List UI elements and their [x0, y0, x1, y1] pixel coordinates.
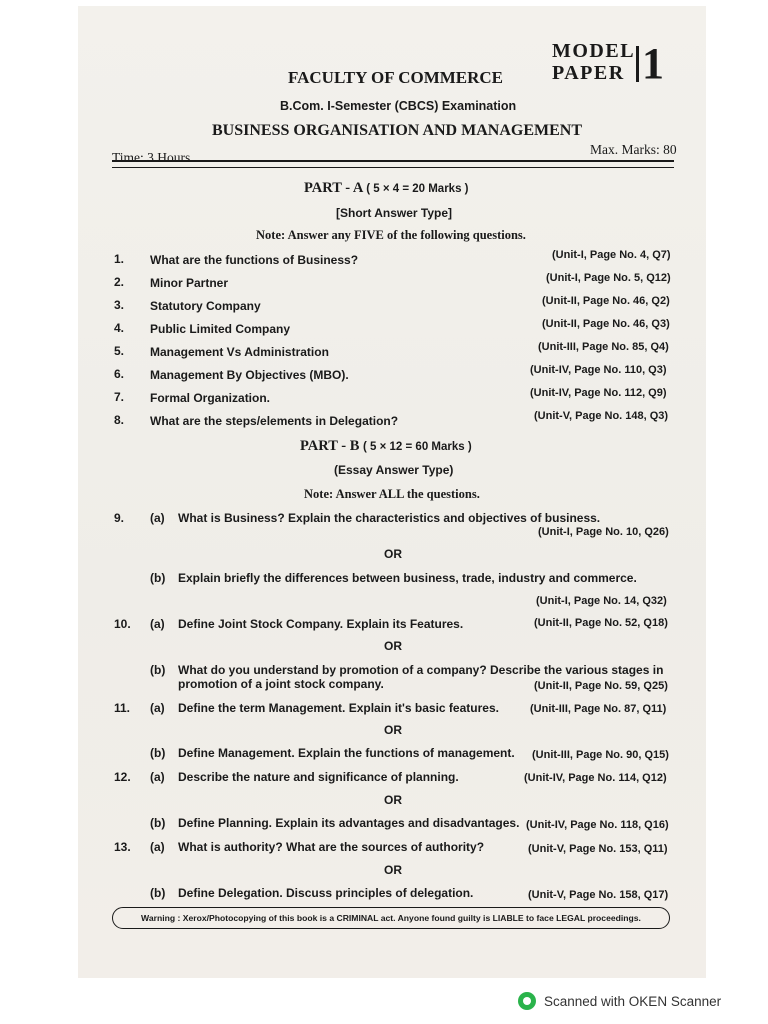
- part-a-note: Note: Answer any FIVE of the following questions.: [256, 228, 526, 242]
- question-reference: (Unit-I, Page No. 10, Q26): [538, 526, 669, 538]
- question-reference: (Unit-IV, Page No. 114, Q12): [524, 772, 667, 784]
- question-text-continued: promotion of a joint stock company.: [178, 677, 384, 691]
- question-text: Minor Partner: [150, 276, 229, 290]
- option-label: (b): [150, 663, 166, 677]
- faculty-title: FACULTY OF COMMERCE: [288, 68, 504, 87]
- question-text: What is authority? What are the sources of authority?: [178, 840, 485, 854]
- question-number: 12.: [114, 770, 131, 784]
- question-text: Define Delegation. Discuss principles of delegation.: [178, 886, 474, 900]
- header-divider: [112, 160, 674, 162]
- question-reference: (Unit-IV, Page No. 118, Q16): [526, 819, 669, 831]
- part-b-marks: ( 5 × 12 = 60 Marks ): [363, 441, 472, 453]
- part-b-heading: [300, 438, 472, 455]
- question-text: Define the term Management. Explain it's basic features.: [178, 701, 499, 715]
- question-reference: (Unit-III, Page No. 90, Q15): [532, 749, 669, 761]
- question-reference: (Unit-III, Page No. 87, Q11): [530, 703, 667, 715]
- part-a-type: [Short Answer Type]: [336, 206, 453, 220]
- question-number: 13.: [114, 840, 131, 854]
- question-reference: (Unit-I, Page No. 5, Q12): [546, 272, 671, 284]
- or-separator: OR: [384, 639, 402, 653]
- part-a-marks: ( 5 × 4 = 20 Marks ): [366, 183, 469, 195]
- question-reference: (Unit-II, Page No. 52, Q18): [534, 617, 668, 629]
- or-separator: OR: [384, 547, 402, 561]
- model-label-line1: MODEL: [552, 40, 636, 62]
- question-text: Explain briefly the differences between business, trade, industry and commerce.: [178, 571, 637, 585]
- question-number: 1.: [114, 252, 125, 266]
- question-text: Formal Organization.: [150, 391, 271, 405]
- option-label: (a): [150, 840, 165, 854]
- question-number: 10.: [114, 617, 131, 631]
- model-paper-label: [552, 40, 635, 84]
- question-number: 2.: [114, 275, 125, 289]
- question-number: 7.: [114, 390, 125, 404]
- question-text: Statutory Company: [150, 299, 261, 313]
- part-a-title: PART - A: [304, 180, 363, 196]
- option-label: (a): [150, 511, 165, 525]
- subject-title: BUSINESS ORGANISATION AND MANAGEMENT: [212, 122, 582, 139]
- question-text: Public Limited Company: [150, 322, 291, 336]
- option-label: (a): [150, 701, 165, 715]
- question-reference: (Unit-IV, Page No. 112, Q9): [530, 387, 667, 399]
- question-reference: (Unit-II, Page No. 59, Q25): [534, 680, 668, 692]
- or-separator: OR: [384, 793, 402, 807]
- question-reference: (Unit-I, Page No. 14, Q32): [536, 595, 667, 607]
- question-text: What do you understand by promotion of a company? Describe the various stages in: [178, 663, 664, 677]
- model-label-line2: PAPER: [552, 62, 625, 84]
- model-divider: [636, 46, 639, 82]
- question-number: 4.: [114, 321, 125, 335]
- question-reference: (Unit-II, Page No. 46, Q3): [542, 318, 670, 330]
- question-text: Management By Objectives (MBO).: [150, 368, 349, 382]
- question-reference: (Unit-II, Page No. 46, Q2): [542, 295, 670, 307]
- question-reference: (Unit-V, Page No. 158, Q17): [528, 889, 669, 901]
- option-label: (b): [150, 886, 166, 900]
- question-number: 8.: [114, 413, 125, 427]
- max-marks: Max. Marks: 80: [590, 142, 677, 157]
- question-number: 6.: [114, 367, 125, 381]
- or-separator: OR: [384, 863, 402, 877]
- scanner-text: Scanned with OKEN Scanner: [544, 993, 722, 1009]
- question-text: Define Planning. Explain its advantages and disadvantages.: [178, 816, 520, 830]
- question-number: 9.: [114, 511, 125, 525]
- part-b-note: Note: Answer ALL the questions.: [304, 487, 480, 501]
- option-label: (b): [150, 571, 166, 585]
- part-a-heading: [304, 180, 469, 197]
- warning-banner: Warning : Xerox/Photocopying of this book is a CRIMINAL act. Anyone found guilty is LIABLE to face LEGAL proceedings.: [112, 907, 670, 929]
- question-text: Define Joint Stock Company. Explain its Features.: [178, 617, 464, 631]
- part-b-type: (Essay Answer Type): [334, 463, 454, 477]
- question-text: Define Management. Explain the functions of management.: [178, 746, 515, 760]
- question-text: What are the steps/elements in Delegation?: [150, 414, 399, 428]
- or-separator: OR: [384, 723, 402, 737]
- option-label: (b): [150, 746, 166, 760]
- option-label: (b): [150, 816, 166, 830]
- question-text: Management Vs Administration: [150, 345, 329, 359]
- question-text: What is Business? Explain the characteristics and objectives of business.: [178, 511, 601, 525]
- exam-title: B.Com. I-Semester (CBCS) Examination: [280, 99, 517, 113]
- question-reference: (Unit-V, Page No. 153, Q11): [528, 843, 668, 855]
- model-paper-number: 1: [642, 39, 664, 88]
- option-label: (a): [150, 770, 165, 784]
- oken-logo-icon: [518, 992, 536, 1010]
- question-number: 5.: [114, 344, 125, 358]
- option-label: (a): [150, 617, 165, 631]
- question-text: What are the functions of Business?: [150, 253, 359, 267]
- question-text: Describe the nature and significance of planning.: [178, 770, 459, 784]
- part-b-title: PART - B: [300, 438, 360, 454]
- question-number: 11.: [114, 701, 131, 715]
- question-reference: (Unit-I, Page No. 4, Q7): [552, 249, 671, 261]
- time-label: Time: 3 Hours: [112, 150, 191, 165]
- question-reference: (Unit-IV, Page No. 110, Q3): [530, 364, 667, 376]
- question-reference: (Unit-V, Page No. 148, Q3): [534, 410, 669, 422]
- question-number: 3.: [114, 298, 125, 312]
- question-reference: (Unit-III, Page No. 85, Q4): [538, 341, 669, 353]
- scanner-watermark: [518, 990, 721, 1012]
- header-divider-lower: [112, 167, 674, 168]
